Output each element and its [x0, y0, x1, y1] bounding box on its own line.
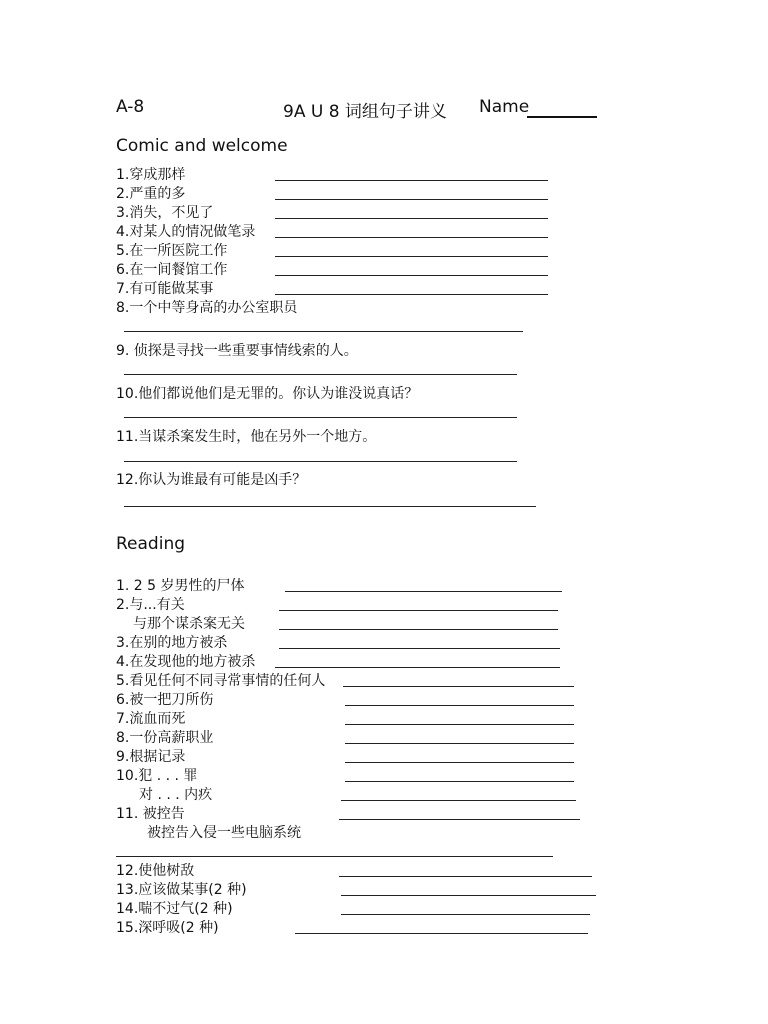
- answer-blank[interactable]: [275, 218, 548, 219]
- list-item: 6.被一把刀所伤: [116, 692, 214, 708]
- answer-blank[interactable]: [275, 199, 548, 200]
- name-label: Name: [479, 97, 530, 117]
- answer-blank[interactable]: [124, 331, 523, 332]
- answer-blank[interactable]: [341, 895, 596, 896]
- worksheet-title: 9A U 8 词组句子讲义: [283, 102, 447, 122]
- answer-blank[interactable]: [124, 417, 517, 418]
- answer-blank[interactable]: [345, 705, 574, 706]
- list-item: 13.应该做某事(2 种): [116, 882, 247, 898]
- answer-blank[interactable]: [285, 591, 562, 592]
- name-blank[interactable]: [527, 116, 597, 118]
- answer-blank[interactable]: [345, 762, 574, 763]
- list-item: 15.深呼吸(2 种): [116, 920, 219, 936]
- answer-blank[interactable]: [124, 374, 517, 375]
- answer-blank[interactable]: [345, 743, 574, 744]
- list-item: 1. 2 5 岁男性的尸体: [116, 578, 245, 594]
- list-item: 3.在别的地方被杀: [116, 635, 228, 651]
- answer-blank[interactable]: [275, 256, 548, 257]
- list-item: 5.看见任何不同寻常事情的任何人: [116, 673, 326, 689]
- list-item: 9.根据记录: [116, 749, 186, 765]
- answer-blank[interactable]: [124, 506, 536, 507]
- list-item: 9. 侦探是寻找一些重要事情线索的人。: [116, 343, 358, 359]
- answer-blank[interactable]: [275, 275, 548, 276]
- answer-blank[interactable]: [279, 610, 558, 611]
- list-item: 12.你认为谁最有可能是凶手？: [116, 472, 307, 488]
- list-item: 7.有可能做某事: [116, 281, 214, 297]
- list-item: 14.喘不过气(2 种): [116, 901, 233, 917]
- answer-blank[interactable]: [116, 856, 553, 857]
- answer-blank[interactable]: [345, 724, 574, 725]
- list-item: 10.他们都说他们是无罪的。你认为谁没说真话？: [116, 386, 419, 402]
- list-item: 11.当谋杀案发生时，他在另外一个地方。: [116, 429, 377, 445]
- list-item: 4.在发现他的地方被杀: [116, 654, 256, 670]
- list-item: 与那个谋杀案无关: [133, 616, 245, 632]
- section-heading-reading: Reading: [116, 534, 186, 554]
- list-item: 1.穿成那样: [116, 167, 186, 183]
- answer-blank[interactable]: [339, 876, 592, 877]
- answer-blank[interactable]: [343, 686, 574, 687]
- answer-blank[interactable]: [339, 819, 580, 820]
- answer-blank[interactable]: [275, 294, 548, 295]
- list-item: 8.一份高薪职业: [116, 730, 214, 746]
- section-heading-comic: Comic and welcome: [116, 136, 288, 156]
- list-item: 对 . . . 内疚: [139, 787, 213, 803]
- answer-blank[interactable]: [341, 914, 590, 915]
- worksheet-code: A-8: [116, 97, 145, 117]
- answer-blank[interactable]: [279, 629, 558, 630]
- list-item: 3.消失，不见了: [116, 205, 214, 221]
- answer-blank[interactable]: [279, 648, 560, 649]
- list-item: 11. 被控告: [116, 806, 185, 822]
- list-item: 4.对某人的情况做笔录: [116, 224, 256, 240]
- list-item: 12.使他树敌: [116, 863, 195, 879]
- list-item: 7.流血而死: [116, 711, 186, 727]
- list-item: 5.在一所医院工作: [116, 243, 228, 259]
- list-item: 被控告入侵一些电脑系统: [147, 825, 301, 841]
- answer-blank[interactable]: [275, 667, 560, 668]
- answer-blank[interactable]: [275, 180, 548, 181]
- list-item: 2.严重的多: [116, 186, 186, 202]
- list-item: 10.犯 . . . 罪: [116, 768, 198, 784]
- list-item: 8.一个中等身高的办公室职员: [116, 300, 298, 316]
- answer-blank[interactable]: [124, 461, 517, 462]
- answer-blank[interactable]: [295, 933, 588, 934]
- answer-blank[interactable]: [275, 237, 548, 238]
- answer-blank[interactable]: [345, 781, 574, 782]
- list-item: 2.与...有关: [116, 597, 185, 613]
- list-item: 6.在一间餐馆工作: [116, 262, 228, 278]
- answer-blank[interactable]: [341, 800, 576, 801]
